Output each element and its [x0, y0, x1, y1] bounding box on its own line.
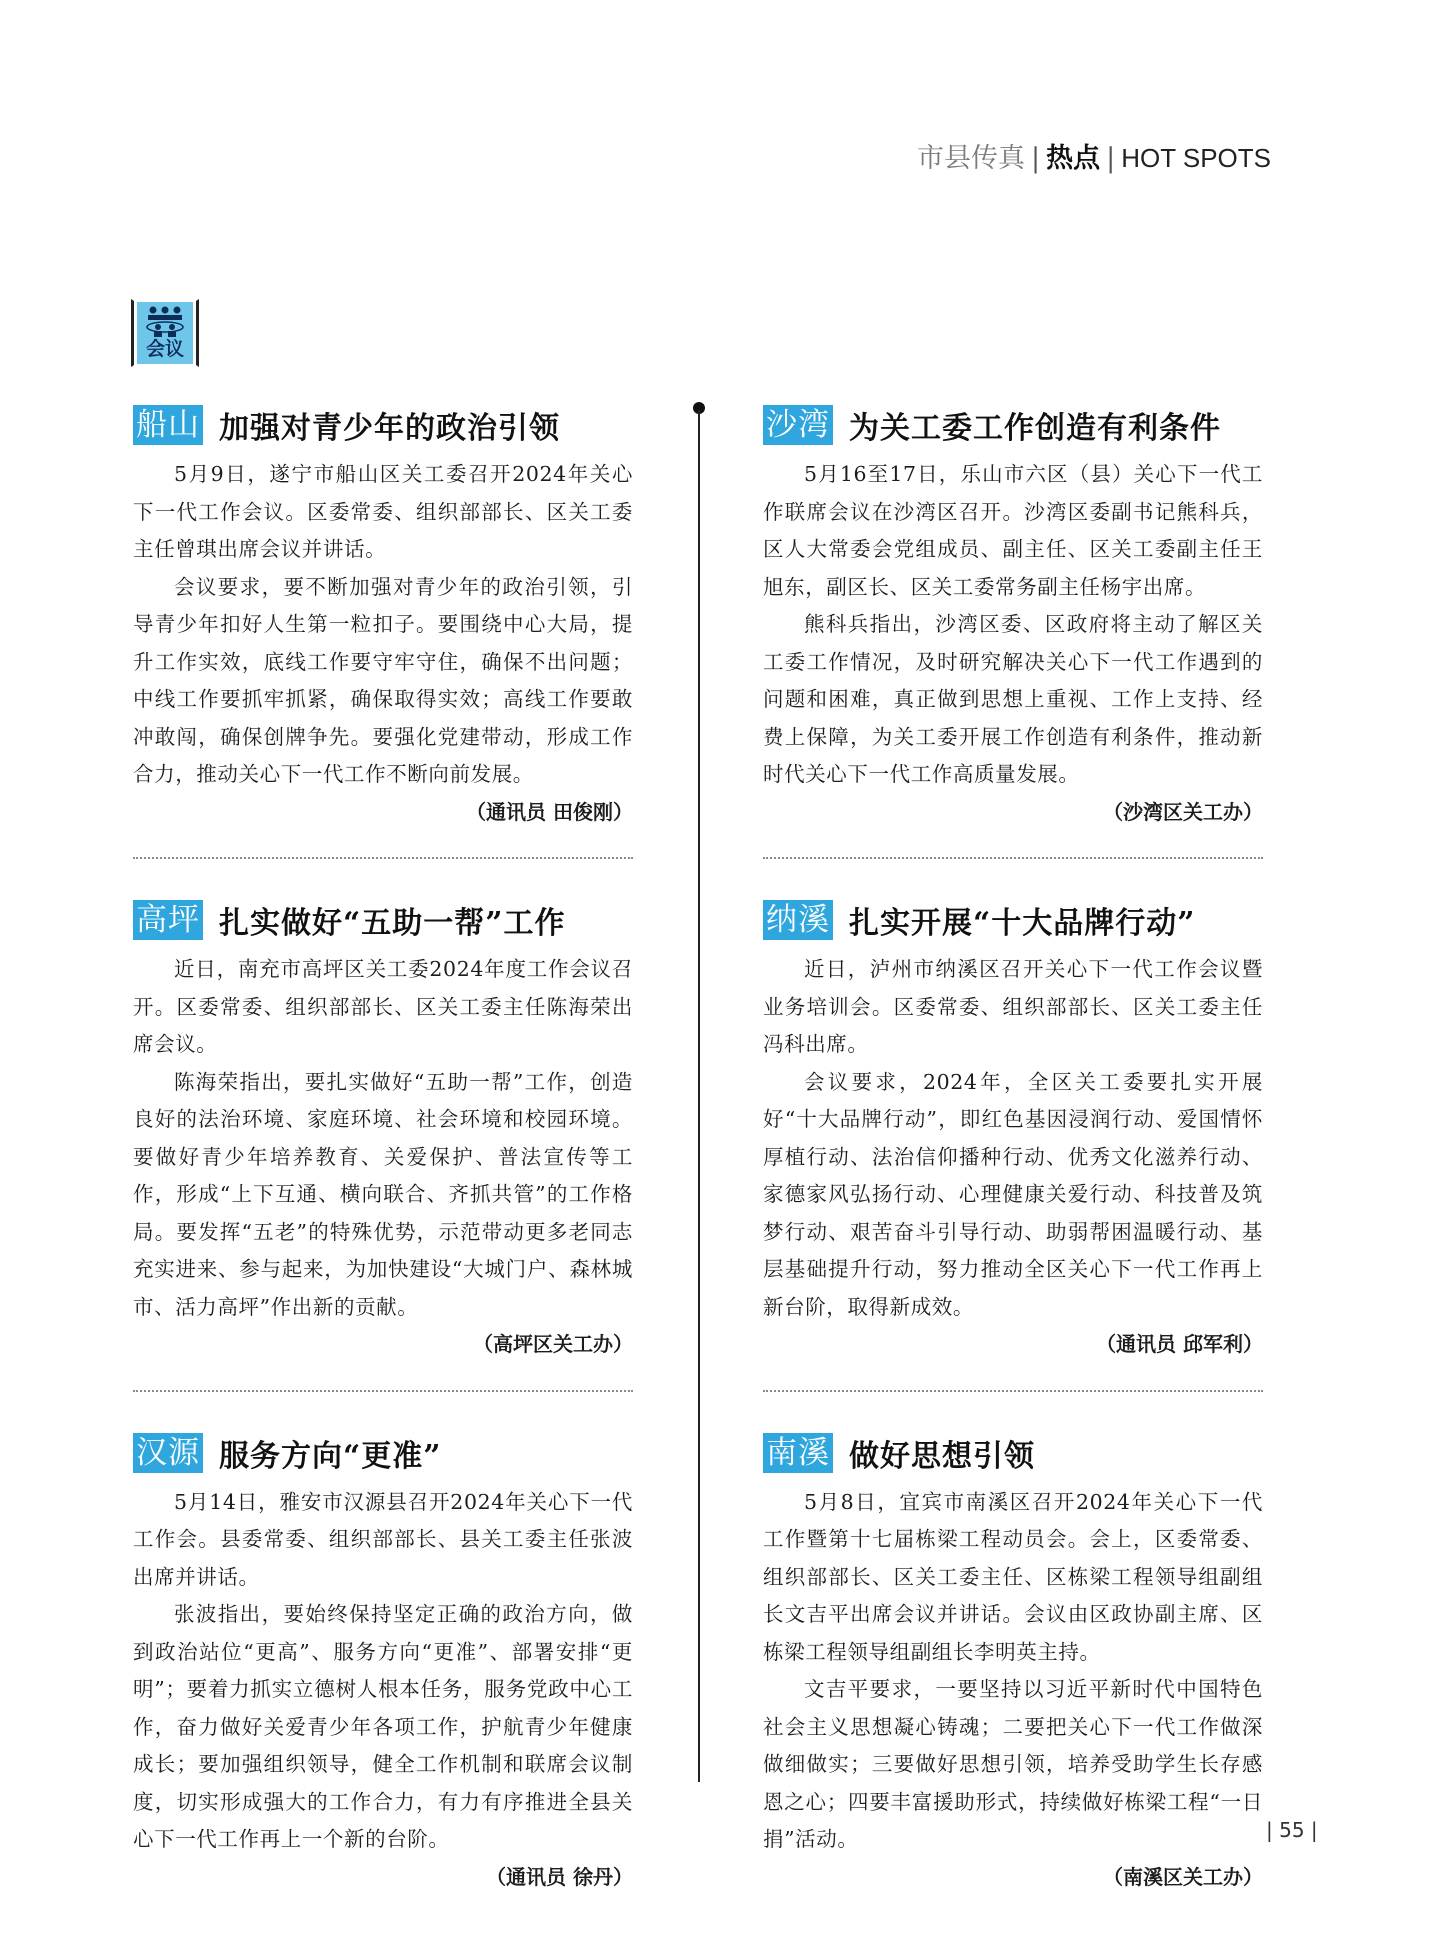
article-signature-line [133, 1859, 633, 1897]
article-signature: （南溪区关工办） [1103, 1864, 1263, 1889]
article-paragraph: 5月16至17日，乐山市六区（县）关心下一代工作联席会议在沙湾区召开。沙湾区委副书记熊科兵，区人大常委会党组成员、副主任、区关工委副主任王旭东，副区长、区关工委常务副主任杨宇出席。 [763, 462, 1263, 599]
article-separator [133, 1390, 633, 1392]
section-label: 市县传真 [917, 143, 1025, 174]
left-column [133, 400, 633, 1896]
article-signature: （通讯员 邱军利） [1096, 1332, 1263, 1356]
hot-label: 热点 [1046, 143, 1101, 174]
meeting-badge [131, 299, 199, 367]
article-chuanshan [133, 400, 633, 831]
article-tag: 船山 [133, 405, 203, 445]
right-column [763, 400, 1263, 1896]
article-title: 扎实开展“十大品牌行动” [849, 906, 1196, 941]
article-title: 做好思想引领 [849, 1438, 1035, 1474]
article-signature: （通讯员 徐丹） [486, 1864, 633, 1889]
article-paragraph: 文吉平要求，一要坚持以习近平新时代中国特色社会主义思想凝心铸魂；二要把关心下一代工作做深做细做实；三要做好思想引领，培养受助学生长存感恩之心；四要丰富援助形式，持续做好栋梁工程“一日捐”活动。 [763, 1677, 1263, 1851]
article-tag: 汉源 [133, 1433, 203, 1473]
article-tag: 纳溪 [763, 900, 833, 940]
article-title: 为关工委工作创造有利条件 [849, 411, 1221, 446]
article-title: 服务方向“更准” [219, 1438, 442, 1474]
article-signature: （沙湾区关工办） [1103, 799, 1263, 824]
article-title-row [763, 1428, 1263, 1478]
article-tag: 沙湾 [763, 405, 833, 445]
article-paragraph: 张波指出，要始终保持坚定正确的政治方向，做到政治站位“更高”、服务方向“更准”、部署安排“更明”；要着力抓实立德树人根本任务，服务党政中心工作，奋力做好关爱青少年各项工作，护航青少年健康成长；要加强组织领导，健全工作机制和联席会议制度，切实形成强大的工作合力，有力有序推进全县关心下一代工作再上一个新的台阶。 [133, 1602, 633, 1851]
article-gaoping [133, 895, 633, 1364]
article-signature: （高坪区关工办） [473, 1332, 633, 1356]
article-title-row [133, 1428, 633, 1478]
article-signature: （通讯员 田俊刚） [466, 799, 633, 824]
header-separator: | [1106, 143, 1116, 174]
article-paragraph: 会议要求，要不断加强对青少年的政治引领，引导青少年扣好人生第一粒扣子。要围绕中心大局，提升工作实效，底线工作要守牢守住，确保不出问题；中线工作要抓牢抓紧，确保取得实效；高线工作要敢冲敢闯，确保创牌争先。要强化党建带动，形成工作合力，推动关心下一代工作不断向前发展。 [133, 574, 633, 786]
article-paragraph: 会议要求，2024年，全区关工委要扎实开展好“十大品牌行动”，即红色基因浸润行动、爱国情怀厚植行动、法治信仰播种行动、优秀文化滋养行动、家德家风弘扬行动、心理健康关爱行动、科技普及筑梦行动、艰苦奋斗引导行动、助弱帮困温暖行动、基层基础提升行动，努力推动全区关心下一代工作再上新台阶，取得新成效。 [763, 1069, 1263, 1319]
hot-spots-label: HOT SPOTS [1121, 143, 1271, 173]
article-title-row [763, 400, 1263, 450]
column-divider [698, 410, 700, 1782]
article-separator [763, 857, 1263, 859]
article-naxi [763, 895, 1263, 1364]
article-paragraph: 近日，南充市高坪区关工委2024年度工作会议召开。区委常委、组织部部长、区关工委主任陈海荣出席会议。 [133, 957, 633, 1056]
article-signature-line [133, 794, 633, 832]
header-separator: | [1031, 143, 1041, 174]
article-separator [133, 857, 633, 859]
article-hanyuan [133, 1428, 633, 1897]
badge-label: 会议 [145, 338, 184, 360]
article-signature-line [133, 1326, 633, 1364]
article-paragraph: 熊科兵指出，沙湾区委、区政府将主动了解区关工委工作情况，及时研究解决关心下一代工作遇到的问题和困难，真正做到思想上重视、工作上支持、经费上保障，为关工委开展工作创造有利条件，推动新时代关心下一代工作高质量发展。 [763, 612, 1263, 786]
article-paragraph: 5月8日，宜宾市南溪区召开2024年关心下一代工作暨第十七届栋梁工程动员会。会上，区委常委、组织部部长、区关工委主任、区栋梁工程领导组副组长文吉平出席会议并讲话。会议由区政协副主席、区栋梁工程领导组副组长李明英主持。 [763, 1489, 1263, 1664]
article-title-row [763, 895, 1263, 945]
article-paragraph: 5月14日，雅安市汉源县召开2024年关心下一代工作会。县委常委、组织部部长、县关工委主任张波出席并讲话。 [133, 1489, 633, 1589]
article-paragraph: 5月9日，遂宁市船山区关工委召开2024年关心下一代工作会议。区委常委、组织部部长、区关工委主任曾琪出席会议并讲话。 [133, 462, 633, 561]
article-signature-line [763, 794, 1263, 832]
article-title-row [133, 895, 633, 945]
article-tag: 南溪 [763, 1433, 833, 1473]
article-title-row [133, 400, 633, 450]
article-paragraph: 近日，泸州市纳溪区召开关心下一代工作会议暨业务培训会。区委常委、组织部部长、区关工委主任冯科出席。 [763, 957, 1263, 1056]
section-header [917, 136, 1271, 175]
article-paragraph: 陈海荣指出，要扎实做好“五助一帮”工作，创造良好的法治环境、家庭环境、社会环境和校园环境。要做好青少年培养教育、关爱保护、普法宣传等工作，形成“上下互通、横向联合、齐抓共管”的工作格局。要发挥“五老”的特殊优势，示范带动更多老同志充实进来、参与起来，为加快建设“大城门户、森林城市、活力高坪”作出新的贡献。 [133, 1069, 633, 1319]
article-signature-line [763, 1326, 1263, 1364]
article-tag: 高坪 [133, 900, 203, 940]
article-shawan [763, 400, 1263, 831]
page-number: | 55 | [1266, 1818, 1318, 1842]
article-signature-line [763, 1859, 1263, 1897]
article-separator [763, 1390, 1263, 1392]
article-title: 加强对青少年的政治引领 [219, 411, 560, 446]
article-title: 扎实做好“五助一帮”工作 [219, 906, 566, 941]
article-nanxi [763, 1428, 1263, 1897]
